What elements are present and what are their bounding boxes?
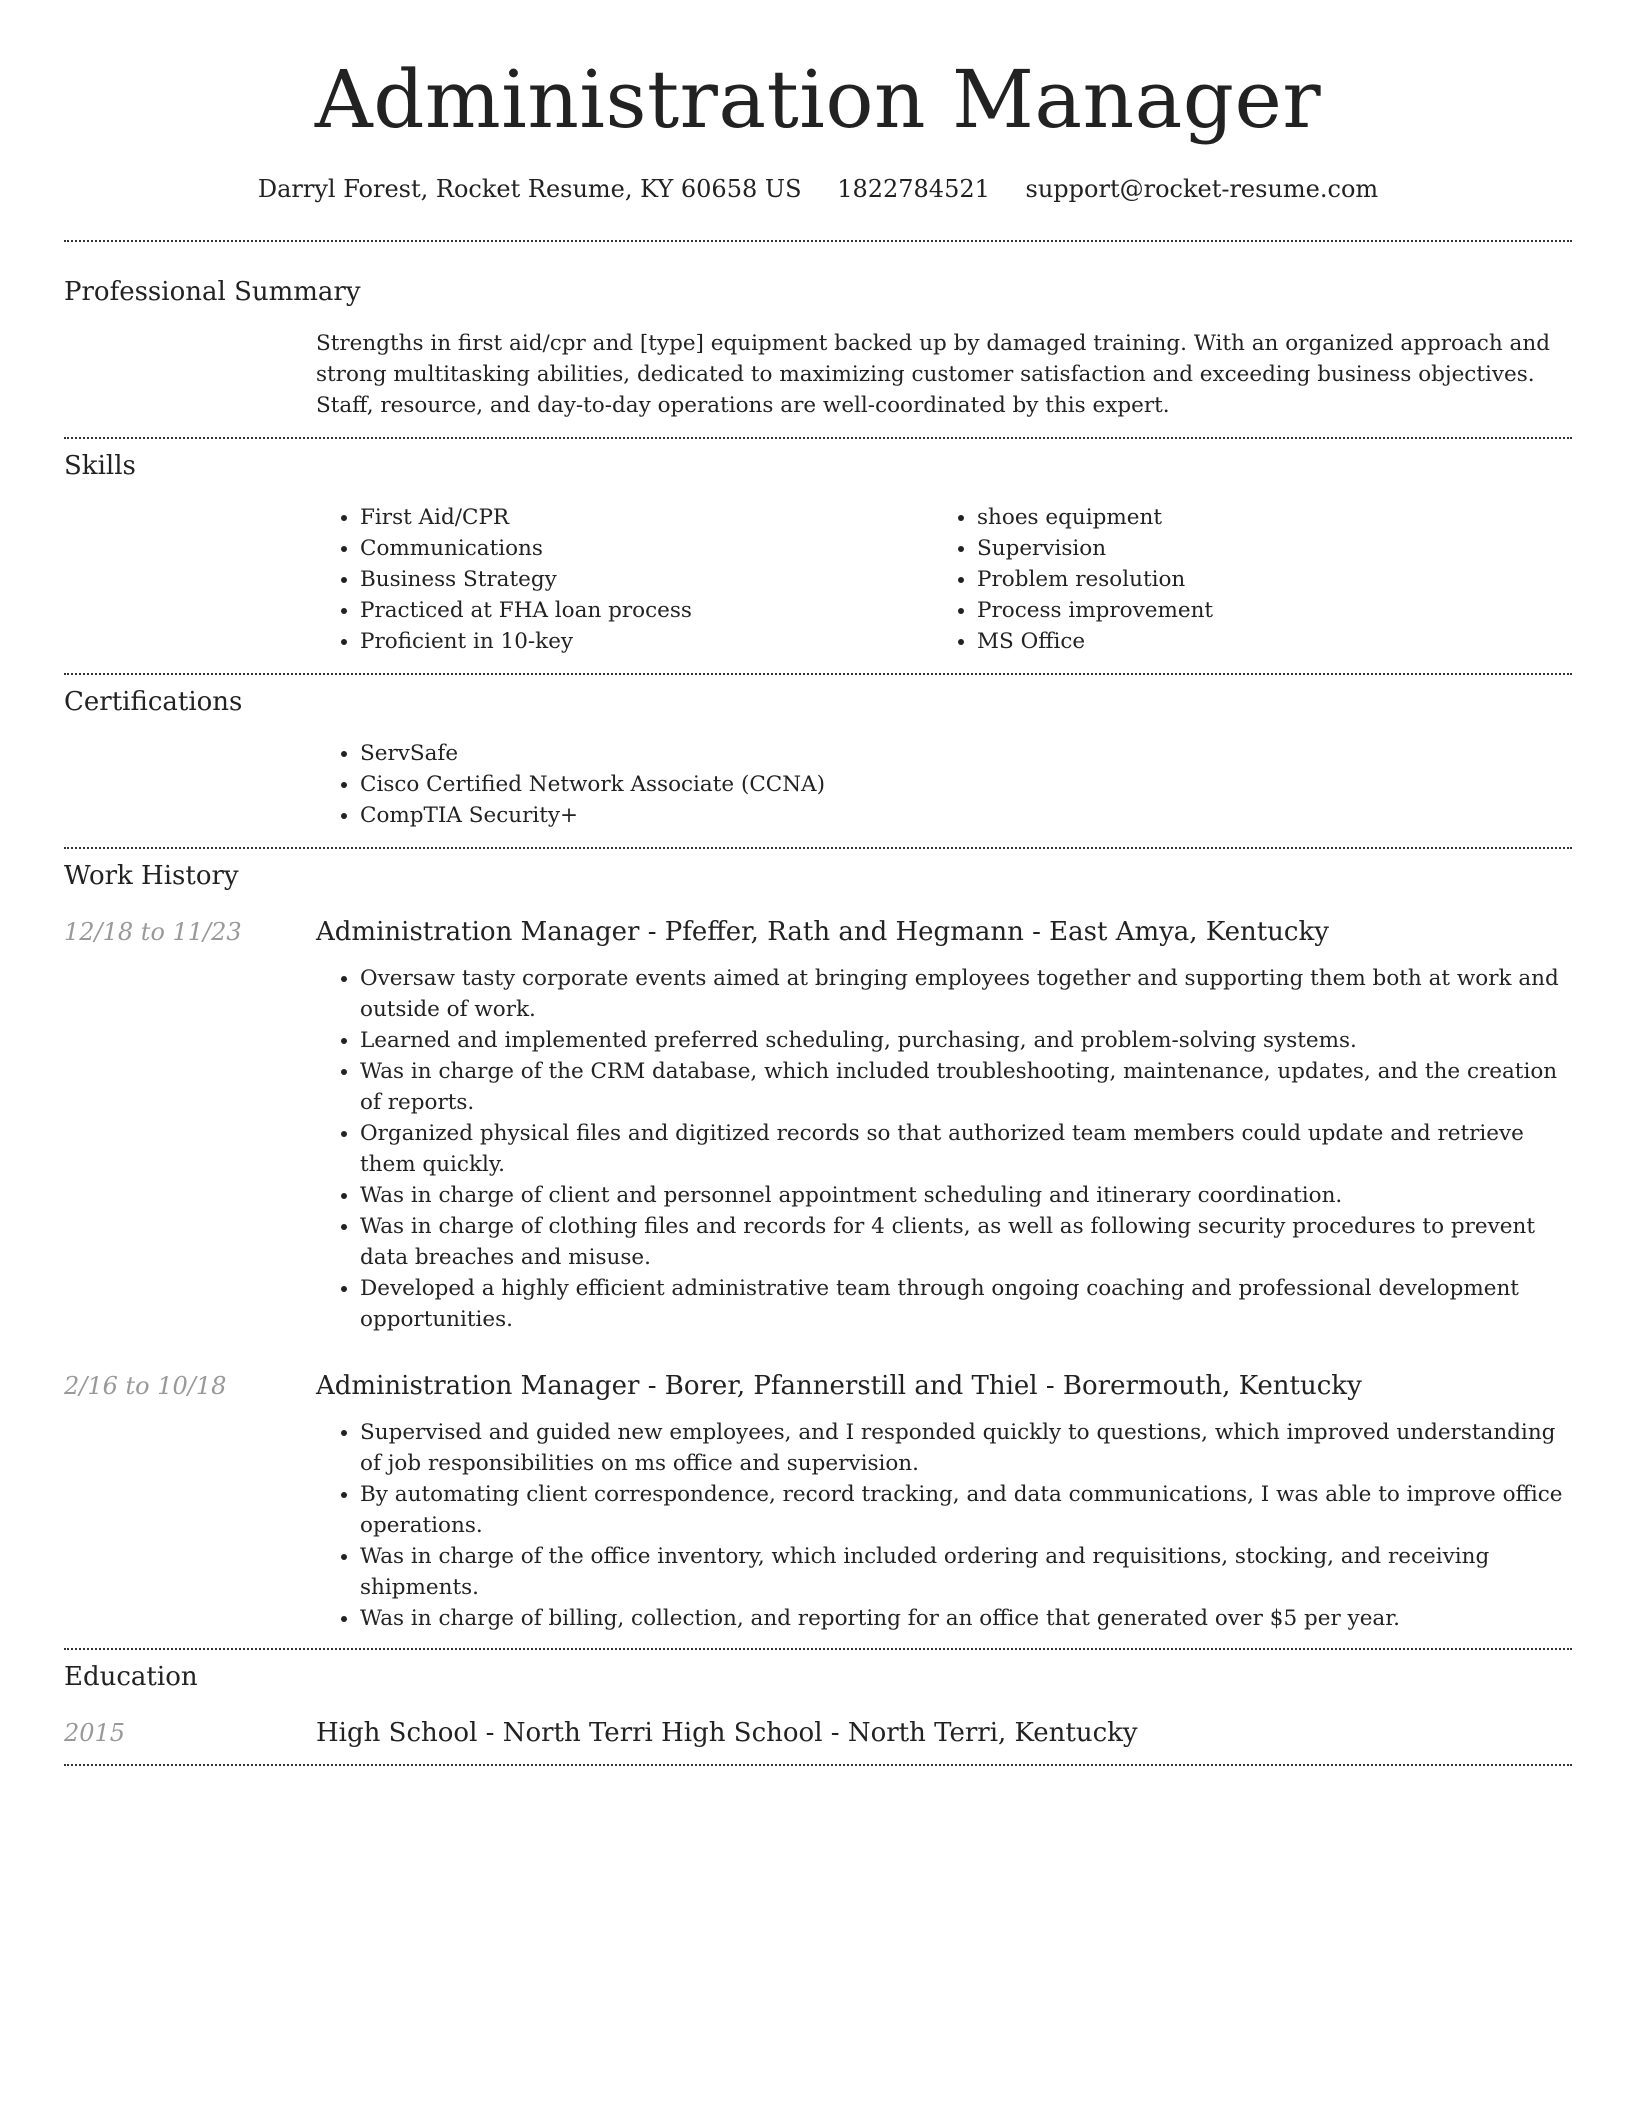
certifications-section	[64, 675, 1572, 847]
skill-item: • shoes equipment	[977, 502, 1550, 533]
certification-item: • ServSafe	[360, 738, 1572, 769]
job-bullet: • Learned and implemented preferred scheduling, purchasing, and problem-solving systems.	[360, 1025, 1572, 1056]
job-dates: 12/18 to 11/23	[64, 918, 242, 946]
skill-item: • Communications	[360, 533, 933, 564]
job-bullet: • Oversaw tasty corporate events aimed at bringing employees together and supporting them both at work and outside of work.	[360, 963, 1572, 1025]
skill-item: • First Aid/CPR	[360, 502, 933, 533]
job-bullet: • By automating client correspondence, record tracking, and data communications, I was able to improve office operations.	[360, 1479, 1572, 1541]
job-bullet: • Was in charge of the CRM database, which included troubleshooting, maintenance, updates, and the creation of reports.	[360, 1056, 1572, 1118]
education-detail: High School - North Terri High School - North Terri, Kentucky	[316, 1718, 1138, 1748]
job-bullet: • Was in charge of the office inventory, which included ordering and requisitions, stocking, and receiving shipments.	[360, 1541, 1572, 1603]
summary-title: Professional Summary	[64, 277, 361, 307]
contact-line	[64, 172, 1572, 206]
skill-item: • Proficient in 10-key	[360, 626, 933, 657]
job-bullet: • Was in charge of clothing files and records for 4 clients, as well as following security procedures to prevent data breaches and misuse.	[360, 1211, 1572, 1273]
skill-item: • Process improvement	[977, 595, 1550, 626]
resume-page	[64, 0, 1572, 1766]
contact-email: support@rocket-resume.com	[1025, 175, 1379, 203]
education-year: 2015	[64, 1719, 126, 1747]
certification-item: • Cisco Certified Network Associate (CCNA)	[360, 769, 1572, 800]
education-section	[64, 1650, 1572, 1764]
job-entry	[64, 1369, 1572, 1634]
skill-item: • MS Office	[977, 626, 1550, 657]
job-bullet: • Organized physical files and digitized records so that authorized team members could update and retrieve them quickly.	[360, 1118, 1572, 1180]
resume-name: Administration Manager	[314, 53, 1322, 146]
skills-section	[64, 439, 1572, 673]
education-title: Education	[64, 1662, 198, 1692]
job-entry	[64, 915, 1572, 1335]
job-title: Administration Manager - Borer, Pfannerstill and Thiel - Borermouth, Kentucky	[316, 1371, 1362, 1401]
job-bullet: • Was in charge of client and personnel appointment scheduling and itinerary coordination.	[360, 1180, 1572, 1211]
contact-address: Darryl Forest, Rocket Resume, KY 60658 US	[257, 175, 802, 203]
job-dates: 2/16 to 10/18	[64, 1372, 227, 1400]
divider	[64, 1764, 1572, 1766]
skills-title: Skills	[64, 451, 136, 481]
skill-item: • Practiced at FHA loan process	[360, 595, 933, 626]
skill-item: • Problem resolution	[977, 564, 1550, 595]
skill-item: • Supervision	[977, 533, 1550, 564]
job-bullet: • Supervised and guided new employees, and I responded quickly to questions, which improved understanding of job responsibilities on ms office and supervision.	[360, 1417, 1572, 1479]
work-history-title: Work History	[64, 861, 239, 891]
job-title: Administration Manager - Pfeffer, Rath and Hegmann - East Amya, Kentucky	[316, 917, 1329, 947]
job-bullet: • Was in charge of billing, collection, and reporting for an office that generated over $5 per year.	[360, 1603, 1572, 1634]
summary-text: Strengths in first aid/cpr and [type] equipment backed up by damaged training. With an organized approach and strong multitasking abilities, dedicated to maximizing customer satisfaction and exceeding business objectives. Staff, resource, and day-to-day operations are well-coordinated by this expert.	[316, 331, 1550, 418]
summary-section	[64, 242, 1572, 437]
work-history-section	[64, 849, 1572, 1648]
job-bullet: • Developed a highly efficient administrative team through ongoing coaching and professional development opportunities.	[360, 1273, 1572, 1335]
skill-item: • Business Strategy	[360, 564, 933, 595]
certification-item: • CompTIA Security+	[360, 800, 1572, 831]
skills-left-column	[316, 502, 933, 657]
skills-right-column	[933, 502, 1550, 657]
contact-phone: 1822784521	[837, 175, 990, 203]
certifications-title: Certifications	[64, 687, 243, 717]
